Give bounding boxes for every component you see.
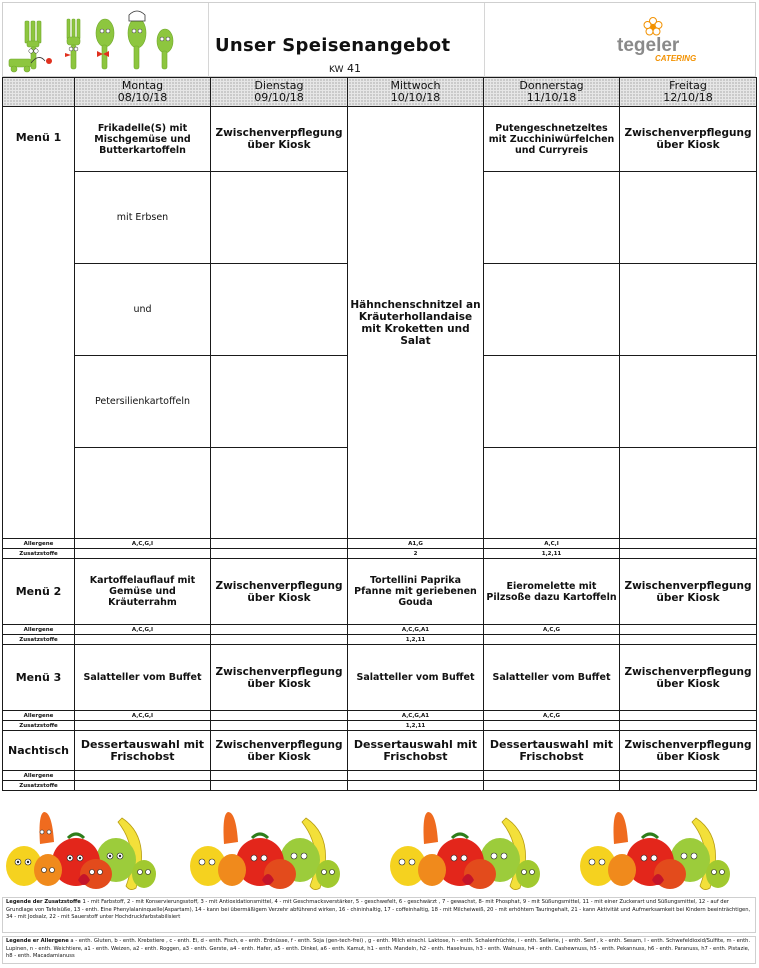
empty-cell <box>484 771 620 781</box>
menu3-additives-fri <box>620 721 757 731</box>
additives-label: Zusatzstoffe <box>3 721 75 731</box>
day-name: Donnerstag <box>519 79 584 92</box>
menu2-additives-thu <box>484 635 620 645</box>
flower-icon <box>644 18 662 36</box>
menu2-tuesday: Zwischenverpflegung über Kiosk <box>211 559 348 625</box>
empty-cell <box>484 356 620 448</box>
menu3-additives-mon <box>75 721 211 731</box>
menu3-allergens-fri <box>620 711 757 721</box>
menu3-additives-thu <box>484 721 620 731</box>
menu1-monday-line3: und <box>75 264 211 356</box>
menu3-thursday: Salatteller vom Buffet <box>484 645 620 711</box>
tegeler-logo <box>615 17 745 67</box>
day-name: Montag <box>121 79 164 92</box>
empty-cell <box>484 448 620 539</box>
allergens-legend-text: a - enth. Gluten, b - enth. Krebstiere , c - enth. Ei, d - enth. Fisch, e - enth. Erdnüsse, f - enth. Soja (gen-tech-frei) , g - enth. Milch einschl. Laktose, h - enth. Schalenfrüchte, i - enth. Sellerie, j - enth. Senf , k - enth. Sesam, l - enth. Schwefeldioxid/Sulfite, m - enth. Lupinen, n - enth. Weichtiere, a1 - enth. Weizen, a2 - enth. Roggen, a3 - enth. Gerste, a4 - enth. Hafer, a5 - enth. Dinkel, a6 - enth. Kamut, h1 - enth. Mandeln, h2 - enth. Haselnuss, h3 - enth. Walnuss, h4 - enth. Cashewnuss, h5 - enth. Pekannuss, h6 - enth. Paranuss, h7 - enth. Pistazie, h8 - enth. Macadamianuss <box>6 938 751 960</box>
menu3-tuesday: Zwischenverpflegung über Kiosk <box>211 645 348 711</box>
day-date: 10/10/18 <box>390 91 441 104</box>
menu3-allergens-wed: A,C,G,A1 <box>348 711 484 721</box>
menu3-allergens-thu: A,C,G <box>484 711 620 721</box>
header-bar <box>2 2 756 77</box>
menu1-wednesday: Hähnchenschnitzel an Kräuterhollandaise mit Kroketten und Salat <box>348 107 484 539</box>
menu1-row <box>3 107 757 172</box>
menu3-additives-wed: 1,2,11 <box>348 721 484 731</box>
menu2-thursday: Eieromelette mit Pilzsoße dazu Kartoffeln <box>484 559 620 625</box>
menu2-friday: Zwischenverpflegung über Kiosk <box>620 559 757 625</box>
day-header-thursday <box>484 78 620 107</box>
empty-cell <box>211 448 348 539</box>
empty-cell <box>484 172 620 264</box>
menu1-allergens-thu: A,C,I <box>484 539 620 549</box>
day-header-tuesday <box>211 78 348 107</box>
day-name: Dienstag <box>254 79 304 92</box>
empty-cell <box>211 264 348 356</box>
menu2-additives-tue <box>211 635 348 645</box>
dessert-wednesday: Dessertauswahl mit Frischobst <box>348 731 484 771</box>
menu1-allergens-tue <box>211 539 348 549</box>
dessert-row <box>3 731 757 771</box>
menu2-monday: Kartoffelauflauf mit Gemüse und Kräuterrahm <box>75 559 211 625</box>
menu3-additives-tue <box>211 721 348 731</box>
empty-cell <box>620 771 757 781</box>
fruit-faces-icon <box>388 808 560 894</box>
day-name: Mittwoch <box>390 79 441 92</box>
menu2-wednesday: Tortellini Paprika Pfanne mit geriebenen Gouda <box>348 559 484 625</box>
empty-cell <box>348 771 484 781</box>
day-header-wednesday <box>348 78 484 107</box>
menu1-additives-fri <box>620 549 757 559</box>
fruit-faces-icon <box>4 808 176 894</box>
header-divider <box>208 3 209 78</box>
brand-sub: CATERING <box>655 54 697 63</box>
brand-name: tegeler <box>617 35 680 56</box>
allergens-label: Allergene <box>3 539 75 549</box>
page-title: Unser Speisenangebot <box>215 35 451 56</box>
empty-cell <box>620 781 757 791</box>
dessert-friday: Zwischenverpflegung über Kiosk <box>620 731 757 771</box>
cutlery-characters-icon <box>5 7 205 75</box>
additives-label: Zusatzstoffe <box>3 781 75 791</box>
dessert-additives-row <box>3 781 757 791</box>
week-number <box>329 62 361 75</box>
menu1-monday-line2: mit Erbsen <box>75 172 211 264</box>
menu1-additives-wed: 2 <box>348 549 484 559</box>
header-divider <box>484 3 485 78</box>
empty-cell <box>211 172 348 264</box>
menu1-friday: Zwischenverpflegung über Kiosk <box>620 107 757 172</box>
menu3-monday: Salatteller vom Buffet <box>75 645 211 711</box>
menu3-allergens-mon: A,C,G,I <box>75 711 211 721</box>
menu3-allergens-row <box>3 711 757 721</box>
additives-legend-title: Legende der Zusatzstoffe <box>6 899 81 905</box>
menu1-allergens-wed: A1,G <box>348 539 484 549</box>
menu1-monday: Frikadelle(S) mit Mischgemüse und Butterkartoffeln <box>75 107 211 172</box>
dessert-monday: Dessertauswahl mit Frischobst <box>75 731 211 771</box>
menu2-allergens-tue <box>211 625 348 635</box>
week-value: 41 <box>346 62 361 75</box>
menu2-allergens-thu: A,C,G <box>484 625 620 635</box>
menu2-row <box>3 559 757 625</box>
empty-cell <box>484 781 620 791</box>
empty-cell <box>620 264 757 356</box>
additives-label: Zusatzstoffe <box>3 635 75 645</box>
menu1-tuesday: Zwischenverpflegung über Kiosk <box>211 107 348 172</box>
dessert-label: Nachtisch <box>3 731 75 771</box>
dessert-allergens-row <box>3 771 757 781</box>
menu2-additives-fri <box>620 635 757 645</box>
menu2-allergens-row <box>3 625 757 635</box>
corner-cell <box>3 78 75 107</box>
menu3-wednesday: Salatteller vom Buffet <box>348 645 484 711</box>
menu2-allergens-mon: A,C,G,I <box>75 625 211 635</box>
empty-cell <box>211 356 348 448</box>
menu3-label: Menü 3 <box>3 645 75 711</box>
menu2-label: Menü 2 <box>3 559 75 625</box>
menu-sheet <box>2 2 756 964</box>
day-header-friday <box>620 78 757 107</box>
allergens-label: Allergene <box>3 771 75 781</box>
empty-cell <box>211 771 348 781</box>
menu3-friday: Zwischenverpflegung über Kiosk <box>620 645 757 711</box>
menu1-allergens-mon: A,C,G,I <box>75 539 211 549</box>
menu-table <box>2 77 757 791</box>
dessert-tuesday: Zwischenverpflegung über Kiosk <box>211 731 348 771</box>
menu3-row <box>3 645 757 711</box>
empty-cell <box>211 781 348 791</box>
day-name: Freitag <box>669 79 707 92</box>
menu2-allergens-wed: A,C,G,A1 <box>348 625 484 635</box>
menu2-additives-row <box>3 635 757 645</box>
fruit-faces-icon <box>188 808 360 894</box>
day-date: 11/10/18 <box>526 91 577 104</box>
empty-cell <box>620 356 757 448</box>
day-date: 12/10/18 <box>663 91 713 104</box>
menu1-thursday: Putengeschnetzeltes mit Zucchiniwürfelchen und Curryreis <box>484 107 620 172</box>
menu1-additives-tue <box>211 549 348 559</box>
day-header-row <box>3 78 757 107</box>
fruit-faces-icon <box>578 808 750 894</box>
menu1-additives-row <box>3 549 757 559</box>
day-header-monday <box>75 78 211 107</box>
empty-cell <box>620 172 757 264</box>
day-date: 09/10/18 <box>254 91 304 104</box>
menu3-additives-row <box>3 721 757 731</box>
menu1-additives-mon <box>75 549 211 559</box>
additives-label: Zusatzstoffe <box>3 549 75 559</box>
empty-cell <box>484 264 620 356</box>
empty-cell <box>75 448 211 539</box>
empty-cell <box>348 781 484 791</box>
allergens-legend-title: Legende er Allergene <box>6 938 69 944</box>
fruit-band <box>2 808 756 894</box>
empty-cell <box>620 448 757 539</box>
menu1-monday-line4: Petersilienkartoffeln <box>75 356 211 448</box>
empty-cell <box>75 781 211 791</box>
additives-legend <box>2 897 756 933</box>
week-label: KW <box>329 65 344 75</box>
menu1-allergens-fri <box>620 539 757 549</box>
additives-legend-text: 1 - mit Farbstoff, 2 - mit Konservierungsstoff, 3 - mit Antioxidationsmittel, 4 - mit Geschmacksverstärker, 5 - geschwefelt, 6 - geschwärzt , 7 - gewachst, 8- mit Phosphat, 9 - mit Süßungsmittel, 11 - mit einer Zuckerart und Süßungsmittel, 12 - auf der Grundlage von Tafelsüße, 13 - enth. Eine Phenylalaninquelle(Aspartam), 14 - kann bei übermäßigem Verzehr abführend wirken, 16 - chininhaltig, 17 - coffeinhaltig, 18 - mit Milcheiweiß, 20 - mit erhöhtem Tauringehalt, 21 - kann Aktivität und Aufmerksamkeit bei Kindern beeinträchtigen, 34 - mit Jodsalz, 22 - mit Sauerstoff unter Hochdruckfarbstabilisiert <box>6 899 751 921</box>
allergens-legend <box>2 936 756 964</box>
allergens-label: Allergene <box>3 711 75 721</box>
day-date: 08/10/18 <box>117 91 168 104</box>
allergens-label: Allergene <box>3 625 75 635</box>
menu2-additives-mon <box>75 635 211 645</box>
menu1-allergens-row <box>3 539 757 549</box>
menu2-additives-wed: 1,2,11 <box>348 635 484 645</box>
menu3-allergens-tue <box>211 711 348 721</box>
menu2-allergens-fri <box>620 625 757 635</box>
empty-cell <box>75 771 211 781</box>
dessert-thursday: Dessertauswahl mit Frischobst <box>484 731 620 771</box>
menu1-additives-thu: 1,2,11 <box>484 549 620 559</box>
menu1-label: Menü 1 <box>3 107 75 539</box>
